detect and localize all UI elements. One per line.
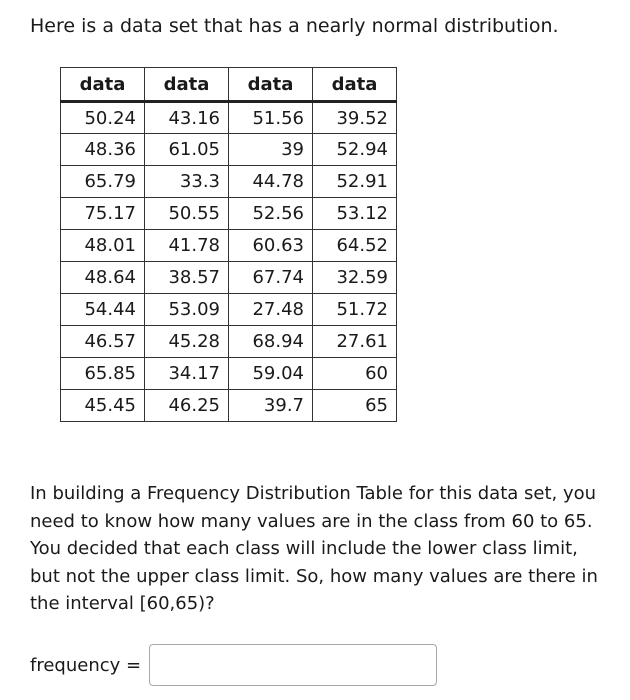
table-cell: 27.61: [313, 326, 397, 358]
question-text: In building a Frequency Distribution Table for this data set, you need to know how many values are in the class from 60 to 65. You decided that each class will include the lower class limit, but not the upper class limit. So, how many values are there in the interval [60,65)?: [30, 483, 598, 615]
table-cell: 44.78: [229, 166, 313, 198]
table-cell: 64.52: [313, 230, 397, 262]
table-cell: 32.59: [313, 262, 397, 294]
table-cell: 68.94: [229, 326, 313, 358]
answer-row: [30, 644, 437, 686]
table-row: [61, 134, 397, 166]
table-cell: 52.56: [229, 198, 313, 230]
column-header: data: [313, 68, 397, 102]
table-cell: 33.3: [145, 166, 229, 198]
table-cell: 53.09: [145, 294, 229, 326]
frequency-label: frequency =: [30, 654, 142, 676]
table-row: [61, 230, 397, 262]
table-cell: 48.64: [61, 262, 145, 294]
table-row: [61, 166, 397, 198]
table-cell: 48.01: [61, 230, 145, 262]
table-header-row: [61, 68, 397, 102]
table-cell: 45.45: [61, 390, 145, 422]
table-cell: 75.17: [61, 198, 145, 230]
table-row: [61, 262, 397, 294]
table-cell: 51.72: [313, 294, 397, 326]
table-cell: 46.57: [61, 326, 145, 358]
column-header: data: [229, 68, 313, 102]
table-row: [61, 390, 397, 422]
table-cell: 50.55: [145, 198, 229, 230]
table-cell: 46.25: [145, 390, 229, 422]
intro-text: Here is a data set that has a nearly normal distribution.: [30, 15, 559, 37]
table-cell: 39.7: [229, 390, 313, 422]
table-cell: 65.85: [61, 358, 145, 390]
column-header: data: [145, 68, 229, 102]
table-cell: 54.44: [61, 294, 145, 326]
table-cell: 34.17: [145, 358, 229, 390]
table-cell: 60: [313, 358, 397, 390]
table-cell: 41.78: [145, 230, 229, 262]
frequency-input[interactable]: [149, 644, 437, 686]
table-cell: 61.05: [145, 134, 229, 166]
table-row: [61, 326, 397, 358]
table-cell: 60.63: [229, 230, 313, 262]
table-cell: 67.74: [229, 262, 313, 294]
table-cell: 59.04: [229, 358, 313, 390]
table-cell: 43.16: [145, 102, 229, 134]
table-row: [61, 102, 397, 134]
data-table: [60, 67, 397, 422]
table-cell: 51.56: [229, 102, 313, 134]
table-cell: 53.12: [313, 198, 397, 230]
table-cell: 52.94: [313, 134, 397, 166]
table-cell: 48.36: [61, 134, 145, 166]
table-row: [61, 358, 397, 390]
table-cell: 52.91: [313, 166, 397, 198]
table-row: [61, 294, 397, 326]
table-cell: 27.48: [229, 294, 313, 326]
table-cell: 50.24: [61, 102, 145, 134]
table-cell: 38.57: [145, 262, 229, 294]
column-header: data: [61, 68, 145, 102]
table-cell: 39.52: [313, 102, 397, 134]
table-cell: 39: [229, 134, 313, 166]
table-cell: 45.28: [145, 326, 229, 358]
table-body: [61, 102, 397, 422]
table-row: [61, 198, 397, 230]
table-cell: 65: [313, 390, 397, 422]
table-cell: 65.79: [61, 166, 145, 198]
